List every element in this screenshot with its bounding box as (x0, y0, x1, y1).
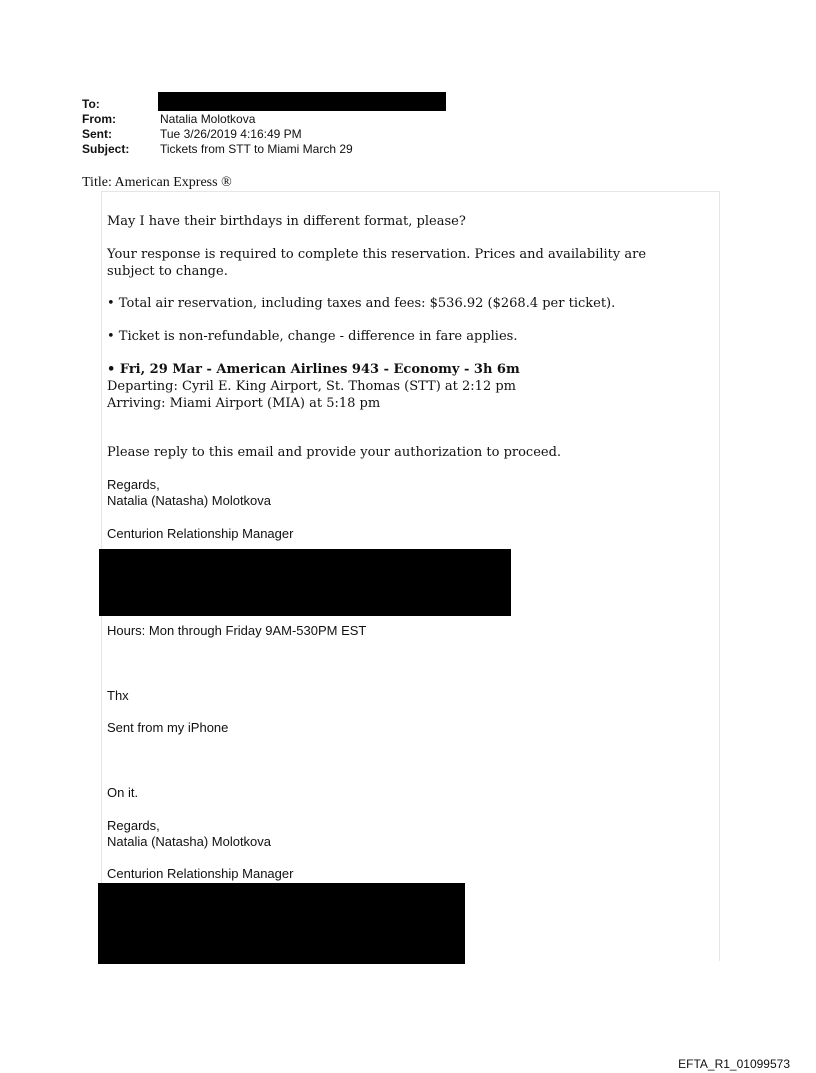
from-label: From: (82, 112, 116, 126)
message-box-right-border (719, 191, 720, 961)
signature-name-1: Natalia (Natasha) Molotkova (107, 493, 272, 508)
hours-line: Hours: Mon through Friday 9AM-530PM EST (107, 623, 367, 638)
to-redaction (158, 92, 446, 111)
regards-2: Regards, (107, 818, 160, 833)
flight-arriving: Arriving: Miami Airport (MIA) at 5:18 pm (107, 396, 381, 411)
body-paragraph-1: May I have their birthdays in different format, please? (107, 214, 466, 229)
signature-name-2: Natalia (Natasha) Molotkova (107, 834, 272, 849)
signature-redaction-2 (98, 883, 465, 964)
body-paragraph-2-line-1: Your response is required to complete this reservation. Prices and availability are (107, 247, 647, 262)
flight-summary: • Fri, 29 Mar - American Airlines 943 - Economy - 3h 6m (107, 362, 520, 377)
subject-value: Tickets from STT to Miami March 29 (160, 142, 353, 156)
message-box-top-border (101, 191, 719, 192)
signature-role-2: Centurion Relationship Manager (107, 866, 294, 881)
signature-role-1: Centurion Relationship Manager (107, 526, 294, 541)
to-label: To: (82, 97, 100, 111)
bullet-total-fare: • Total air reservation, including taxes and fees: $536.92 ($268.4 per ticket). (107, 296, 616, 311)
regards-1: Regards, (107, 477, 160, 492)
from-value: Natalia Molotkova (160, 112, 256, 126)
title-line: Title: American Express ® (82, 175, 232, 190)
flight-departing: Departing: Cyril E. King Airport, St. Thomas (STT) at 2:12 pm (107, 379, 516, 394)
sent-from-line: Sent from my iPhone (107, 720, 229, 735)
sent-value: Tue 3/26/2019 4:16:49 PM (160, 127, 302, 141)
reply-request: Please reply to this email and provide your authorization to proceed. (107, 445, 562, 460)
signature-redaction-1 (99, 549, 511, 616)
reply-thx: Thx (107, 688, 129, 703)
subject-label: Subject: (82, 142, 130, 156)
sent-label: Sent: (82, 127, 112, 141)
reply-on-it: On it. (107, 785, 139, 800)
document-id: EFTA_R1_01099573 (678, 1057, 790, 1071)
bullet-ticket-policy: • Ticket is non-refundable, change - difference in fare applies. (107, 329, 518, 344)
body-paragraph-2-line-2: subject to change. (107, 264, 228, 279)
